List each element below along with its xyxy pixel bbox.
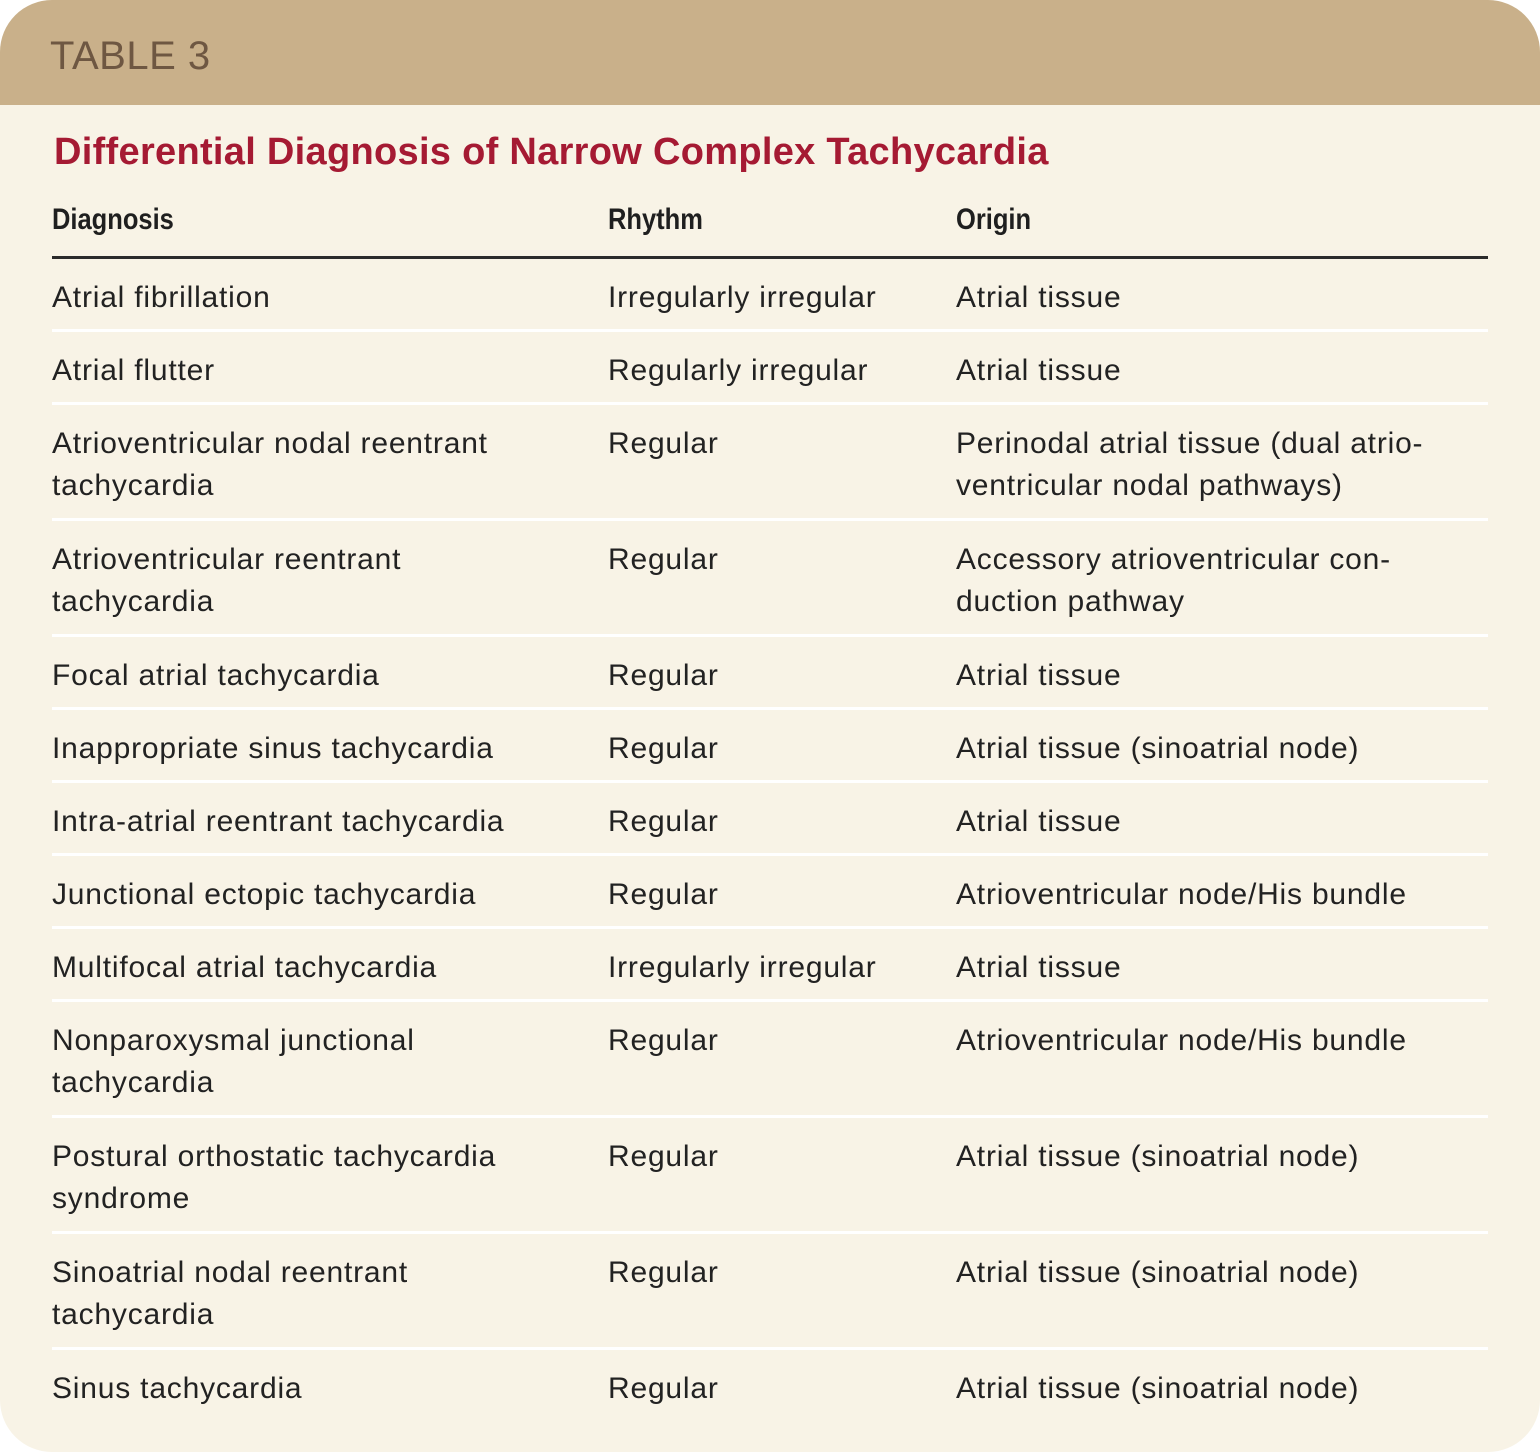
cell-origin: [956, 728, 1359, 770]
cell-rhythm: Regular: [608, 1024, 719, 1057]
cell-diagnosis: [52, 728, 494, 770]
cell-origin-line: Atrioventricular node/His bundle: [956, 1024, 1407, 1057]
cell-diagnosis-line: Intra-atrial reentrant tachycardia: [52, 805, 505, 838]
cell-diagnosis-line: syndrome: [52, 1182, 191, 1215]
cell-rhythm: Regular: [608, 1256, 719, 1289]
cell-rhythm: Regular: [608, 427, 719, 460]
cell-diagnosis: [52, 655, 380, 697]
cell-origin: [956, 277, 1121, 319]
cell-rhythm: Regularly irregular: [608, 354, 869, 387]
cell-origin: [956, 947, 1121, 989]
cell-diagnosis-line: tachycardia: [52, 1298, 215, 1331]
cell-rhythm: Regular: [608, 878, 719, 911]
cell-diagnosis-line: Focal atrial tachycardia: [52, 659, 380, 692]
cell-origin-line: Atrial tissue (sinoatrial node): [956, 1256, 1360, 1289]
table-body: [52, 259, 1488, 1420]
table-row: [52, 783, 1488, 856]
cell-origin: [956, 655, 1121, 697]
table-row: [52, 710, 1488, 783]
cell-origin: [956, 1368, 1359, 1410]
table-row: [52, 1234, 1488, 1350]
cell-origin: [956, 1136, 1359, 1178]
diagnosis-table: [52, 192, 1488, 1420]
cell-diagnosis-line: Sinus tachycardia: [52, 1372, 303, 1405]
cell-origin-line: Atrial tissue: [956, 659, 1122, 692]
cell-diagnosis-line: Sinoatrial nodal reentrant: [52, 1256, 409, 1289]
cell-origin: [956, 1020, 1407, 1062]
header-band: [0, 0, 1540, 105]
cell-origin-line: Atrial tissue (sinoatrial node): [956, 1140, 1360, 1173]
table-row: [52, 1002, 1488, 1118]
cell-diagnosis: [52, 539, 401, 623]
table-row: [52, 1350, 1488, 1420]
cell-diagnosis: [52, 423, 488, 507]
cell-origin: [956, 539, 1391, 623]
cell-rhythm: Regular: [608, 543, 719, 576]
table-row: [52, 332, 1488, 405]
cell-diagnosis-line: Junctional ectopic tachycardia: [52, 878, 477, 911]
cell-diagnosis-line: Atrioventricular nodal reentrant: [52, 427, 488, 460]
cell-diagnosis-line: tachycardia: [52, 469, 215, 502]
cell-diagnosis: [52, 1252, 408, 1336]
cell-diagnosis: [52, 1020, 415, 1104]
cell-rhythm: Regular: [608, 1372, 719, 1405]
cell-rhythm: Regular: [608, 732, 719, 765]
cell-origin: [956, 874, 1407, 916]
table-row: [52, 856, 1488, 929]
cell-origin-line: duction pathway: [956, 585, 1185, 618]
table-header-row: [52, 192, 1488, 259]
cell-origin-line: Atrial tissue: [956, 951, 1122, 984]
cell-rhythm: Regular: [608, 1140, 719, 1173]
cell-origin: [956, 423, 1423, 507]
cell-diagnosis: [52, 947, 437, 989]
cell-diagnosis: [52, 801, 504, 843]
column-header-origin: Origin: [956, 203, 1032, 236]
table-row: [52, 405, 1488, 521]
cell-diagnosis: [52, 277, 271, 319]
cell-rhythm: Regular: [608, 805, 719, 838]
cell-diagnosis: [52, 350, 215, 392]
cell-diagnosis: [52, 1136, 496, 1220]
cell-rhythm: Irregularly irregular: [608, 951, 877, 984]
cell-origin-line: Atrial tissue: [956, 281, 1122, 314]
table-row: [52, 521, 1488, 637]
cell-origin-line: Accessory atrioventricular con-: [956, 543, 1391, 576]
cell-diagnosis: [52, 874, 476, 916]
cell-origin: [956, 801, 1121, 843]
cell-origin-line: Atrial tissue (sinoatrial node): [956, 1372, 1360, 1405]
cell-diagnosis: [52, 1368, 302, 1410]
column-header-diagnosis: Diagnosis: [52, 203, 174, 236]
cell-diagnosis-line: Multifocal atrial tachycardia: [52, 951, 438, 984]
column-header-rhythm: Rhythm: [608, 203, 703, 236]
table-title: Differential Diagnosis of Narrow Complex Tachycardia: [54, 131, 1049, 173]
cell-origin-line: ventricular nodal pathways): [956, 469, 1343, 502]
cell-diagnosis-line: Atrial fibrillation: [52, 281, 271, 314]
cell-diagnosis-line: Atrial flutter: [52, 354, 215, 387]
cell-diagnosis-line: tachycardia: [52, 1066, 215, 1099]
cell-origin-line: Atrioventricular node/His bundle: [956, 878, 1407, 911]
table-row: [52, 637, 1488, 710]
cell-diagnosis-line: Postural orthostatic tachycardia: [52, 1140, 497, 1173]
table-row: [52, 929, 1488, 1002]
cell-diagnosis-line: Atrioventricular reentrant: [52, 543, 402, 576]
table-label: TABLE 3: [50, 34, 211, 78]
cell-origin-line: Atrial tissue: [956, 805, 1122, 838]
table-row: [52, 1118, 1488, 1234]
cell-origin-line: Perinodal atrial tissue (dual atrio-: [956, 427, 1424, 460]
cell-rhythm: Irregularly irregular: [608, 281, 877, 314]
cell-diagnosis-line: tachycardia: [52, 585, 215, 618]
cell-origin-line: Atrial tissue (sinoatrial node): [956, 732, 1360, 765]
cell-origin: [956, 1252, 1359, 1294]
cell-diagnosis-line: Inappropriate sinus tachycardia: [52, 732, 494, 765]
table-row: [52, 259, 1488, 332]
cell-rhythm: Regular: [608, 659, 719, 692]
cell-origin-line: Atrial tissue: [956, 354, 1122, 387]
cell-origin: [956, 350, 1121, 392]
cell-diagnosis-line: Nonparoxysmal junctional: [52, 1024, 415, 1057]
